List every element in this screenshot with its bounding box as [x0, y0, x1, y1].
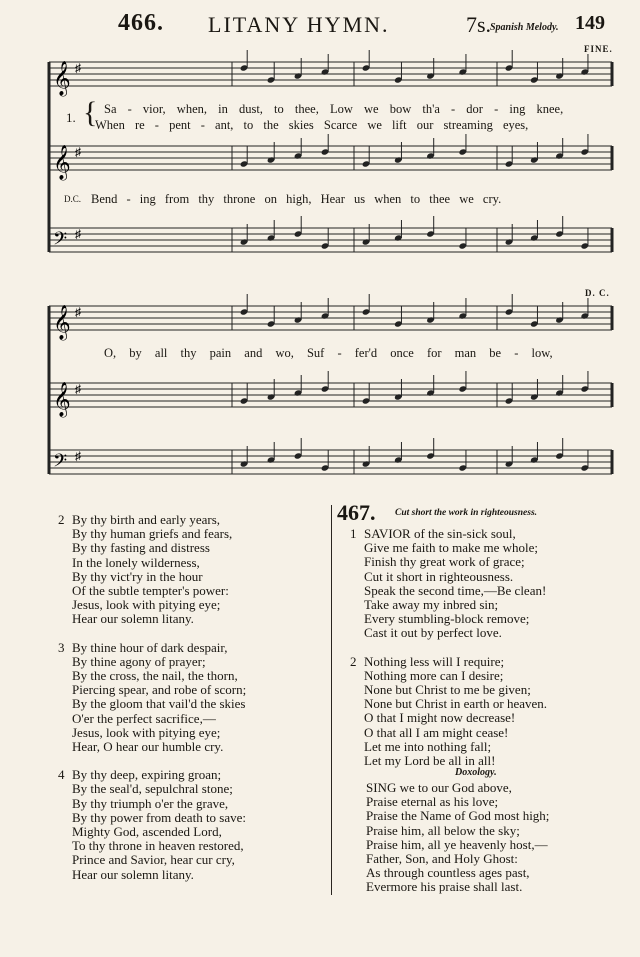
stanza-line: Take away my inbred sin; [364, 597, 499, 613]
stanza-line: None but Christ to me be given; [364, 682, 531, 698]
key-signature-icon: ♯ [75, 382, 81, 396]
stanza-line: Speak the second time,—Be clean! [364, 582, 547, 598]
stanza-number: 4 [58, 767, 65, 783]
stanza-number: 2 [58, 512, 65, 527]
hymn-meter: 7s. [466, 12, 492, 37]
stanza-line: Jesus, look with pitying eye; [72, 724, 221, 740]
stanza-line: Cut it short in righteousness. [364, 568, 514, 584]
stanza-line: Hear our solemn litany. [72, 866, 194, 882]
stanza-line-text: SAVIOR of the sin-sick soul, [364, 526, 516, 541]
stanza-line: By thy fasting and distress [72, 540, 210, 556]
dc-prefix: D.C. [64, 194, 82, 204]
doxology [366, 781, 549, 895]
lyrics-system-2: O, by all thy pain and wo, Suf - fer'd once for man be - low, [104, 346, 553, 360]
stanza-line [58, 641, 246, 655]
staff-3 [49, 228, 612, 252]
bass-clef-icon: 𝄢 [53, 229, 68, 254]
tune-name: Spanish Melody. [490, 22, 559, 33]
doxology-line: As through countless ages past, [366, 865, 530, 881]
stanza-1-number: 1. [66, 110, 76, 125]
lyrics-dc-line: Bend - ing from thy throne on high, Hear us when to thee we cry. [91, 192, 502, 206]
stanza-number: 3 [58, 639, 65, 655]
stanza-line [58, 513, 246, 527]
doxology-line: Father, Son, and Holy Ghost: [366, 851, 518, 867]
stanza-line: Of the subtle tempter's power: [72, 583, 229, 599]
key-signature-icon: ♯ [75, 227, 81, 241]
hymn-466-stanzas [58, 513, 246, 882]
fine-mark: FINE. [584, 44, 613, 54]
stanza-line: Finish thy great work of grace; [364, 554, 525, 570]
stanza-number: 2 [350, 653, 357, 669]
key-signature-icon: ♯ [75, 145, 81, 159]
staff-2 [49, 383, 612, 407]
doxology-line: Praise eternal as his love; [366, 794, 499, 810]
lyrics-line-2: When re - pent - ant, to the skies Scarce we lift our streaming eyes, [95, 118, 529, 132]
treble-clef-icon: 𝄞 [53, 382, 71, 417]
treble-clef-icon: 𝄞 [53, 145, 71, 180]
stanza-line: Cast it out by perfect love. [364, 625, 502, 641]
stanza-line: Every stumbling-block remove; [364, 611, 530, 627]
doxology-title: Doxology. [455, 767, 497, 778]
stanza-line: By thy vict'ry in the hour [72, 568, 203, 584]
stanza-line: By the gloom that vail'd the skies [72, 696, 246, 712]
stanza-line: By thy triumph o'er the grave, [72, 795, 229, 811]
doxology-line: Praise the Name of God most high; [366, 808, 550, 824]
stanza-line: Let me into nothing fall; [364, 738, 492, 754]
stanza-line [58, 768, 246, 782]
stanza-line: O'er the perfect sacrifice,— [72, 710, 216, 726]
stanza-line: Prince and Savior, hear cur cry, [72, 852, 235, 868]
hymn-467-subtitle: Cut short the work in righteousness. [395, 508, 538, 518]
hymn-467-number: 467. [337, 500, 376, 525]
stanza-line-text: By thy birth and early years, [72, 512, 221, 527]
stanza-line: By thine agony of prayer; [72, 653, 206, 669]
hymn-title: LITANY HYMN. [208, 12, 390, 37]
stanza-line: O that all I am might cease! [364, 724, 509, 740]
stanza-line: By thy power from death to save: [72, 809, 247, 825]
stanza-line: Let my Lord be all in all! [364, 753, 496, 769]
hymn-467-stanzas [350, 527, 547, 768]
staff-1 [49, 306, 612, 330]
lyrics-line-1: Sa - vior, when, in dust, to thee, Low we bow th'a - dor - ing knee, [104, 102, 564, 116]
doxology-line: Evermore his praise shall last. [366, 879, 523, 895]
stanza-line [350, 655, 547, 669]
stanza-line: By the cross, the nail, the thorn, [72, 668, 238, 684]
stanza-number: 1 [350, 526, 357, 541]
lyric-brace: { [83, 96, 98, 129]
doxology-line: Praise him, all ye heavenly host,— [366, 836, 548, 852]
staff-3 [49, 450, 612, 474]
stanza-line-text: Nothing less will I require; [364, 653, 505, 669]
key-signature-icon: ♯ [75, 449, 81, 463]
key-signature-icon: ♯ [75, 61, 81, 75]
stanza-line: To thy throne in heaven restored, [72, 838, 244, 854]
stanza-line: Hear, O hear our humble cry. [72, 739, 224, 755]
stanza-line: O that I might now decrease! [364, 710, 516, 726]
dc-mark: D. C. [585, 288, 610, 298]
doxology-line: Praise him, all below the sky; [366, 822, 520, 838]
stanza-line: Piercing spear, and robe of scorn; [72, 682, 247, 698]
hymn-467-heading [337, 500, 538, 526]
stanza-line: In the lonely wilderness, [72, 554, 200, 570]
doxology-line: SING we to our God above, [366, 780, 512, 795]
stanza-line: None but Christ in earth or heaven. [364, 696, 548, 712]
stanza-line: Jesus, look with pitying eye; [72, 597, 221, 613]
column-divider [331, 505, 332, 895]
key-signature-icon: ♯ [75, 305, 81, 319]
bass-clef-icon: 𝄢 [53, 451, 68, 476]
stanza-line: Give me faith to make me whole; [364, 540, 539, 556]
stanza-line: By thy human griefs and fears, [72, 526, 233, 542]
treble-clef-icon: 𝄞 [53, 61, 71, 96]
stanza-line-text: By thine hour of dark despair, [72, 639, 228, 655]
hymn-number: 466. [118, 10, 164, 36]
page-number: 149 [575, 12, 605, 34]
stanza-line: Mighty God, ascended Lord, [72, 824, 222, 840]
stanza-line: Hear our solemn litany. [72, 611, 194, 627]
stanza-line: By the seal'd, sepulchral stone; [72, 781, 233, 797]
stanza-line: Nothing more can I desire; [364, 667, 504, 683]
treble-clef-icon: 𝄞 [53, 305, 71, 340]
stanza-line [350, 527, 547, 541]
stanza-line-text: By thy deep, expiring groan; [72, 767, 222, 783]
